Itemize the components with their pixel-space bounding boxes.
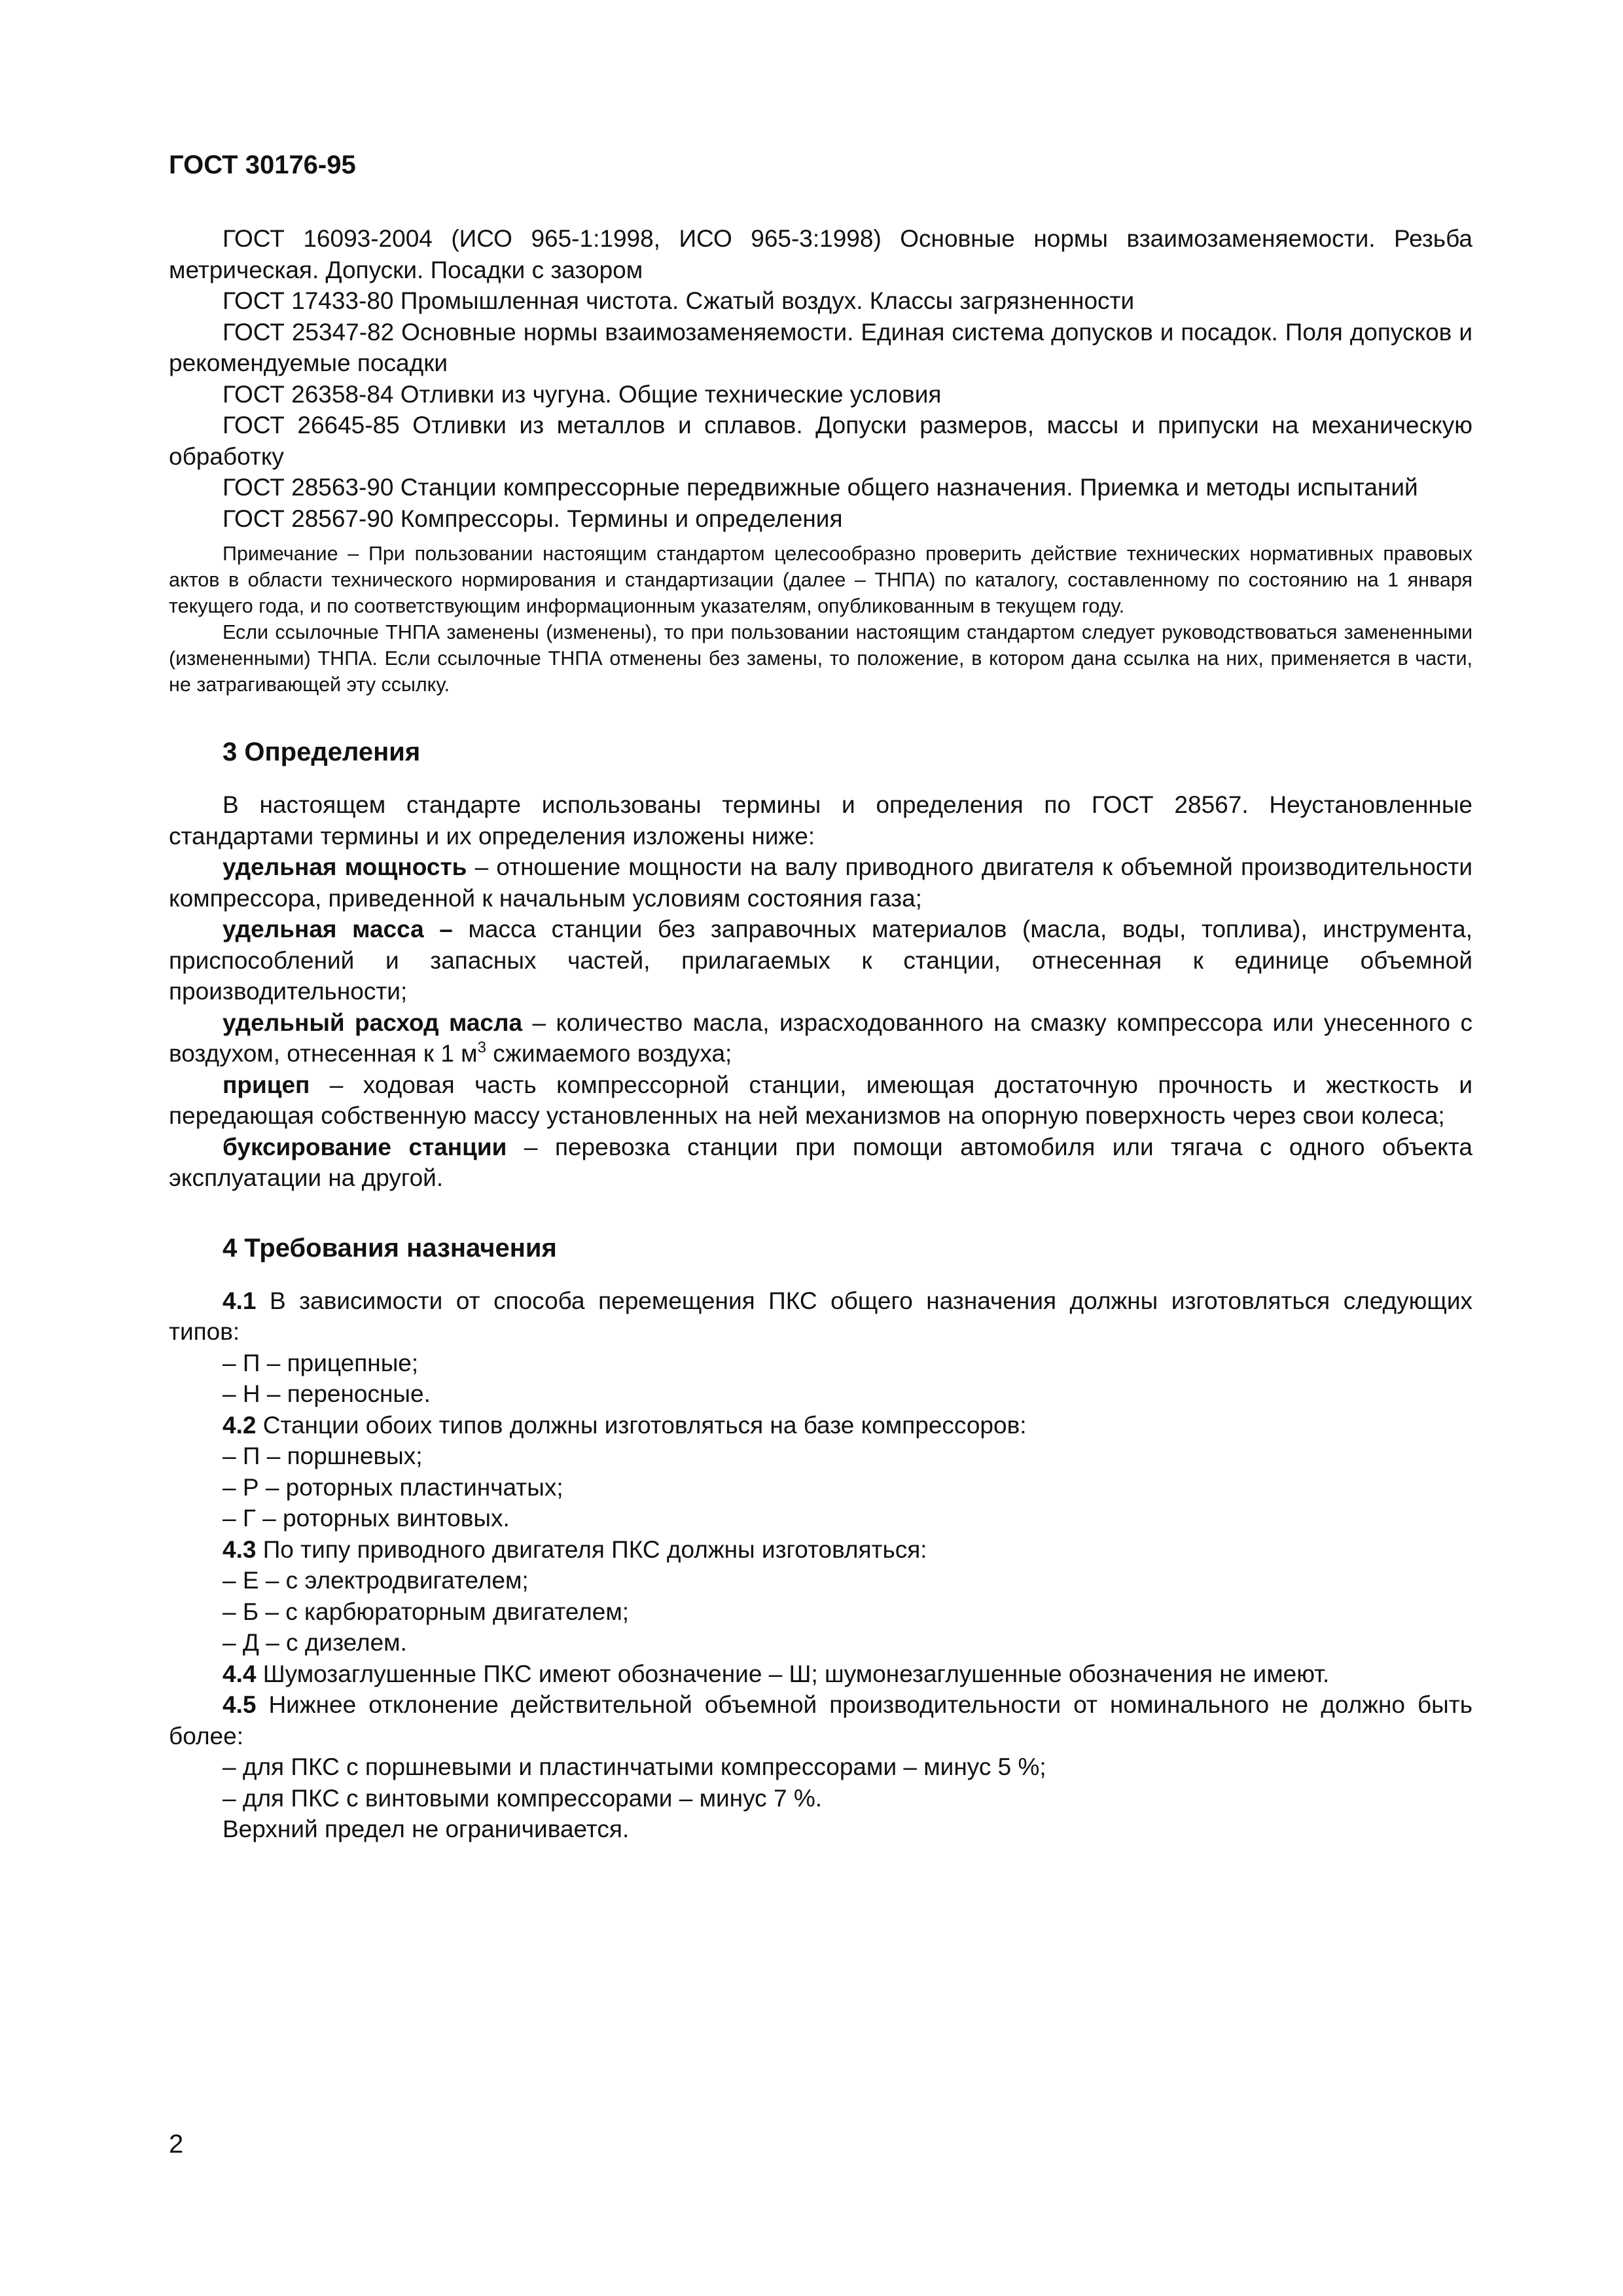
clause-text: Нижнее отклонение действительной объемной производительности от номинального не должно быть более: [169, 1691, 1472, 1749]
reference-item: ГОСТ 17433-80 Промышленная чистота. Сжатый воздух. Классы загрязненности [223, 287, 1135, 314]
reference-item: ГОСТ 16093-2004 (ИСО 965-1:1998, ИСО 965-3:1998) Основные нормы взаимозаменяемости. Резьба метрическая. Допуски. Посадки с зазором [169, 225, 1472, 283]
term: буксирование станции [223, 1133, 507, 1160]
list-item: – Б – с карбюраторным двигателем; [223, 1598, 630, 1625]
clause-4-4 [169, 1659, 1472, 1690]
clause-4-3 [169, 1534, 1472, 1566]
page-number: 2 [169, 2130, 184, 2159]
list-item: – Е – с электродвигателем; [223, 1567, 529, 1594]
clause-footer: Верхний предел не ограничивается. [223, 1816, 630, 1842]
clause-4-1 [169, 1285, 1472, 1348]
clause-number: 4.5 [223, 1691, 257, 1718]
list-item: – Р – роторных пластинчатых; [223, 1473, 563, 1501]
definition-item [169, 1069, 1472, 1132]
clause-number: 4.3 [223, 1535, 257, 1563]
note-paragraph: Если ссылочные ТНПА заменены (изменены), то при пользовании настоящим стандартом следует руководствоваться замененными (измененными) ТНПА. Если ссылочные ТНПА отменены без замены, то положение, в котором дана ссылка на них, применяется в части, не затрагивающей эту ссылку. [169, 621, 1472, 696]
clause-number: 4.4 [223, 1660, 257, 1687]
term: удельная масса – [223, 916, 453, 942]
clause-text: В зависимости от способа перемещения ПКС общего назначения должны изготовляться следующих типов: [169, 1287, 1472, 1345]
definition-text: масса станции без заправочных материалов (масла, воды, топлива), инструмента, приспособлений и запасных частей, прилагаемых к станции, отнесенная к единице объемной производительности; [169, 916, 1472, 1005]
clause-4-2 [169, 1410, 1472, 1441]
definition-item [169, 914, 1472, 1007]
definition-item [169, 852, 1472, 914]
reference-item: ГОСТ 25347-82 Основные нормы взаимозаменяемости. Единая система допусков и посадок. Поля допусков и рекомендуемые посадки [169, 318, 1472, 376]
document-page [169, 149, 1472, 1845]
reference-item: ГОСТ 28563-90 Станции компрессорные передвижные общего назначения. Приемка и методы испытаний [223, 474, 1418, 501]
reference-item: ГОСТ 26645-85 Отливки из металлов и сплавов. Допуски размеров, массы и припуски на механическую обработку [169, 412, 1472, 470]
list-item: – П – прицепные; [223, 1349, 419, 1376]
definition-text: – количество масла, израсходованного на смазку компрессора или унесенного с воздухом, отнесенная к 1 м [169, 1009, 1472, 1067]
definition-text: – отношение мощности на валу приводного двигателя к объемной производительности компрессора, приведенной к начальным условиям состояния газа; [169, 853, 1473, 912]
clause-number: 4.2 [223, 1411, 257, 1439]
clause-number: 4.1 [223, 1287, 257, 1314]
list-item: – Н – переносные. [223, 1380, 431, 1407]
term: удельная мощность [223, 853, 467, 880]
section-3-heading: 3 Определения [223, 738, 421, 766]
definition-text: – ходовая часть компрессорной станции, имеющая достаточную прочность и жесткость и передающая собственную массу установленных на ней механизмов на опорную поверхность через свои колеса; [169, 1071, 1472, 1129]
superscript: 3 [477, 1039, 486, 1056]
reference-item: ГОСТ 26358-84 Отливки из чугуна. Общие технические условия [223, 380, 942, 408]
section-3-intro: В настоящем стандарте использованы термины и определения по ГОСТ 28567. Неустановленные стандартами термины и их определения изложены ниже: [169, 791, 1472, 850]
list-item: – П – поршневых; [223, 1443, 423, 1469]
definition-text-end: сжимаемого воздуха; [486, 1040, 732, 1067]
note-paragraph: Примечание – При пользовании настоящим стандартом целесообразно проверить действие технических нормативных правовых актов в области технического нормирования и стандартизации (далее – ТНПА) по каталогу, составленному по состоянию на 1 января текущего года, и по соответствующим информационным указателям, опубликованным в текущем году. [169, 543, 1472, 617]
reference-item: ГОСТ 28567-90 Компрессоры. Термины и определения [223, 505, 843, 532]
term: прицеп [223, 1071, 310, 1098]
definition-item [169, 1007, 1472, 1069]
clause-text: Шумозаглушенные ПКС имеют обозначение – Ш; шумонезаглушенные обозначения не имеют. [256, 1660, 1330, 1687]
normative-references-list [169, 223, 1472, 534]
section-4-heading: 4 Требования назначения [223, 1233, 557, 1263]
term: удельный расход масла [223, 1009, 523, 1036]
clause-4-5 [169, 1689, 1472, 1751]
list-item: – для ПКС с поршневыми и пластинчатыми компрессорами – минус 5 %; [223, 1753, 1046, 1780]
list-item: – Г – роторных винтовых. [223, 1505, 510, 1532]
list-item: – Д – с дизелем. [223, 1629, 407, 1656]
clause-text: Станции обоих типов должны изготовляться на базе компрессоров: [256, 1411, 1027, 1439]
definition-text: – перевозка станции при помощи автомобиля или тягача с одного объекта эксплуатации на другой. [169, 1133, 1473, 1191]
list-item: – для ПКС с винтовыми компрессорами – минус 7 %. [223, 1784, 823, 1812]
clause-text: По типу приводного двигателя ПКС должны изготовляться: [256, 1535, 927, 1563]
definition-item [169, 1132, 1472, 1194]
note-block [169, 541, 1472, 698]
document-code-header: ГОСТ 30176-95 [169, 151, 356, 179]
